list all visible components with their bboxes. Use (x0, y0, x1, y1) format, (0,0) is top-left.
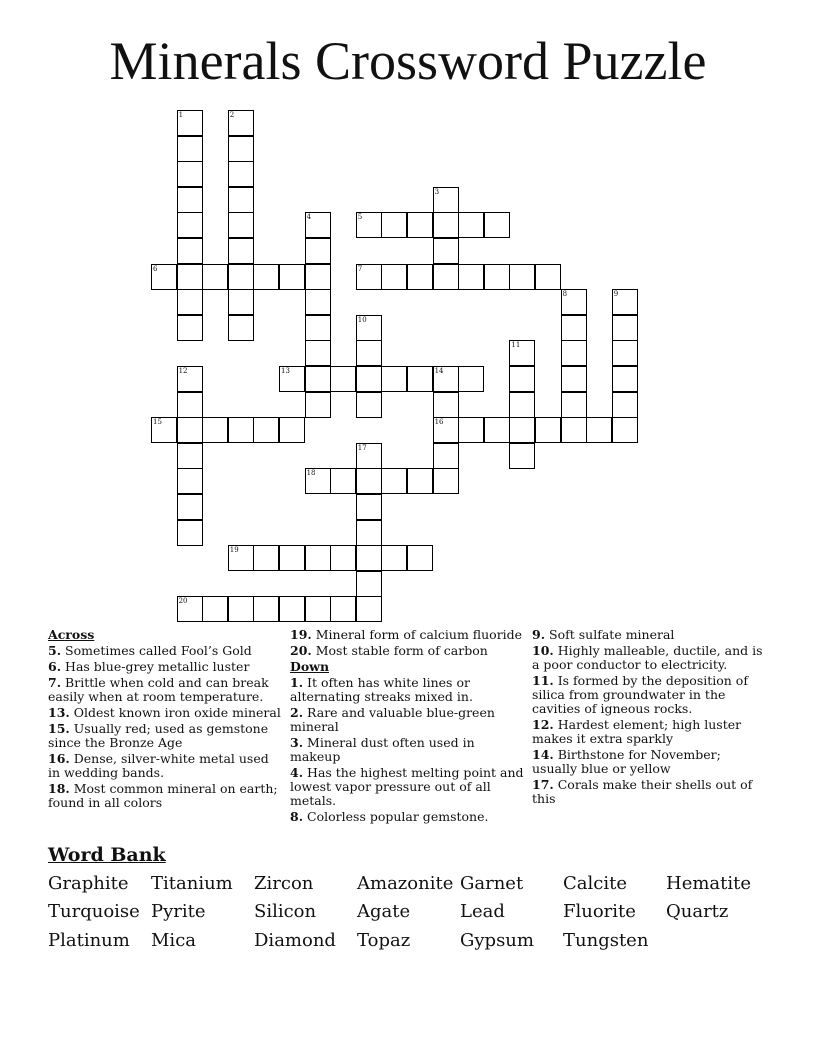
grid-cell[interactable] (612, 315, 638, 341)
grid-cell[interactable] (612, 340, 638, 366)
word-bank-item: Titanium (151, 873, 233, 894)
grid-cell[interactable] (407, 366, 433, 392)
grid-cell[interactable] (561, 392, 587, 418)
grid-number: 8 (562, 290, 568, 299)
clue-down-11: 11. Is formed by the deposition of silica from groundwater in the cavities of igneous rocks. (532, 673, 748, 716)
grid-cell[interactable] (202, 264, 228, 290)
grid-cell[interactable] (177, 110, 203, 136)
word-bank-item: Graphite (48, 873, 129, 894)
grid-number: 17 (357, 443, 367, 452)
clue-down-9: 9. Soft sulfate mineral (532, 627, 675, 642)
grid-cell[interactable] (356, 392, 382, 418)
grid-cell[interactable] (433, 212, 459, 238)
grid-cell[interactable] (279, 417, 305, 443)
grid-number: 4 (306, 213, 312, 222)
grid-cell[interactable] (356, 545, 382, 571)
grid-cell[interactable] (177, 520, 203, 546)
grid-cell[interactable] (279, 596, 305, 622)
grid-cell[interactable] (177, 161, 203, 187)
grid-number: 10 (357, 315, 367, 324)
grid-number: 18 (306, 469, 316, 478)
grid-cell[interactable] (228, 417, 254, 443)
grid-cell[interactable] (612, 289, 638, 315)
grid-cell[interactable] (177, 136, 203, 162)
page-title: Minerals Crossword Puzzle (109, 31, 707, 91)
grid-cell[interactable] (356, 468, 382, 494)
grid-number: 9 (613, 290, 619, 299)
grid-cell[interactable] (433, 468, 459, 494)
grid-cell[interactable] (177, 468, 203, 494)
grid-cell[interactable] (253, 264, 279, 290)
grid-cell[interactable] (177, 417, 203, 443)
grid-cell[interactable] (305, 545, 331, 571)
grid-cell[interactable] (177, 289, 203, 315)
grid-cell[interactable] (177, 187, 203, 213)
grid-cell[interactable] (228, 596, 254, 622)
grid-cell[interactable] (177, 315, 203, 341)
word-bank-item: Quartz (666, 901, 729, 922)
grid-number: 5 (357, 213, 363, 222)
grid-cell[interactable] (509, 417, 535, 443)
grid-cell[interactable] (407, 212, 433, 238)
grid-cell[interactable] (509, 340, 535, 366)
grid-cell[interactable] (330, 596, 356, 622)
grid-number: 20 (178, 597, 188, 606)
grid-cell[interactable] (177, 392, 203, 418)
clue-down-1: 1. It often has white lines or alternating streaks mixed in. (290, 675, 473, 704)
word-bank-item: Turquoise (48, 901, 140, 922)
grid-cell[interactable] (484, 264, 510, 290)
grid-cell[interactable] (228, 136, 254, 162)
grid-cell[interactable] (305, 238, 331, 264)
grid-cell[interactable] (407, 264, 433, 290)
word-bank-item: Hematite (666, 873, 752, 894)
clue-across-13: 13. Oldest known iron oxide mineral (48, 705, 281, 720)
word-bank-item: Agate (357, 901, 411, 922)
grid-cell[interactable] (356, 571, 382, 597)
grid-cell[interactable] (253, 596, 279, 622)
grid-cell[interactable] (407, 468, 433, 494)
grid-cell[interactable] (509, 366, 535, 392)
grid-cell[interactable] (305, 392, 331, 418)
clue-column-2 (290, 628, 526, 826)
grid-cell[interactable] (330, 468, 356, 494)
grid-cell[interactable] (305, 264, 331, 290)
grid-cell[interactable] (561, 340, 587, 366)
grid-number: 15 (153, 418, 162, 427)
grid-cell[interactable] (407, 545, 433, 571)
clue-across-15: 15. Usually red; used as gemstone since the Bronze Age (48, 721, 269, 750)
clue-across-7: 7. Brittle when cold and can break easily when at room temperature. (48, 675, 269, 704)
grid-number: 16 (434, 418, 444, 427)
grid-cell[interactable] (509, 264, 535, 290)
grid-cell[interactable] (561, 289, 587, 315)
grid-cell[interactable] (433, 392, 459, 418)
grid-cell[interactable] (484, 212, 510, 238)
grid-cell[interactable] (356, 212, 382, 238)
grid-cell[interactable] (305, 315, 331, 341)
clue-across-6: 6. Has blue-grey metallic luster (48, 659, 250, 674)
grid-cell[interactable] (228, 187, 254, 213)
grid-number: 1 (178, 111, 184, 119)
grid-cell[interactable] (612, 392, 638, 418)
clue-column-1 (48, 628, 284, 812)
word-bank-item: Platinum (48, 930, 130, 951)
grid-cell[interactable] (305, 596, 331, 622)
grid-cell[interactable] (509, 392, 535, 418)
grid-cell[interactable] (561, 315, 587, 341)
grid-cell[interactable] (484, 417, 510, 443)
grid-cell[interactable] (612, 366, 638, 392)
grid-cell[interactable] (356, 366, 382, 392)
grid-number: 11 (511, 341, 521, 350)
grid-number: 6 (153, 264, 158, 273)
clue-down-12: 12. Hardest element; high luster makes it extra sparkly (532, 717, 742, 746)
grid-cell[interactable] (612, 417, 638, 443)
grid-cell[interactable] (228, 264, 254, 290)
word-bank-item: Pyrite (151, 901, 206, 922)
grid-cell[interactable] (535, 417, 561, 443)
grid-cell[interactable] (356, 443, 382, 469)
grid-cell[interactable] (356, 315, 382, 341)
word-bank-item: Tungsten (563, 930, 649, 951)
grid-number: 7 (357, 264, 363, 273)
grid-cell[interactable] (202, 417, 228, 443)
grid-cell[interactable] (279, 264, 305, 290)
word-bank-item: Lead (460, 901, 505, 922)
grid-number: 13 (281, 367, 290, 375)
grid-cell[interactable] (279, 545, 305, 571)
grid-cell[interactable] (561, 366, 587, 392)
clue-down-4: 4. Has the highest melting point and lowest vapor pressure out of all metals. (290, 765, 524, 808)
grid-cell[interactable] (151, 417, 177, 443)
grid-cell[interactable] (228, 315, 254, 341)
clue-down-17: 17. Corals make their shells out of this (532, 777, 753, 806)
grid-cell[interactable] (253, 417, 279, 443)
grid-cell[interactable] (356, 264, 382, 290)
grid-cell[interactable] (177, 264, 203, 290)
grid-cell[interactable] (356, 520, 382, 546)
grid-cell[interactable] (305, 468, 331, 494)
word-bank-item: Gypsum (460, 930, 534, 951)
grid-cell[interactable] (202, 596, 228, 622)
grid-cell[interactable] (253, 545, 279, 571)
word-bank-title: Word Bank (48, 844, 166, 866)
grid-number: 12 (178, 367, 188, 375)
grid-cell[interactable] (458, 366, 484, 392)
clue-down-8: 8. Colorless popular gemstone. (290, 809, 489, 824)
clue-down-2: 2. Rare and valuable blue-green mineral (290, 705, 495, 734)
grid-cell[interactable] (433, 238, 459, 264)
grid-cell[interactable] (228, 110, 254, 136)
word-bank-item: Topaz (357, 930, 411, 951)
grid-cell[interactable] (177, 596, 203, 622)
grid-cell[interactable] (228, 289, 254, 315)
word-bank-item: Zircon (254, 873, 314, 894)
grid-cell[interactable] (433, 417, 459, 443)
grid-cell[interactable] (381, 366, 407, 392)
clue-down-10: 10. Highly malleable, ductile, and is a poor conductor to electricity. (532, 643, 763, 672)
word-bank-item: Silicon (254, 901, 317, 922)
grid-cell[interactable] (305, 340, 331, 366)
grid-cell[interactable] (381, 264, 407, 290)
clue-down-3: 3. Mineral dust often used in makeup (290, 735, 475, 764)
grid-cell[interactable] (177, 494, 203, 520)
grid-cell[interactable] (228, 545, 254, 571)
grid-number: 3 (434, 187, 440, 196)
grid-cell[interactable] (228, 238, 254, 264)
grid-cell[interactable] (305, 289, 331, 315)
grid-cell[interactable] (305, 366, 331, 392)
word-bank-item: Garnet (460, 873, 524, 894)
grid-cell[interactable] (356, 340, 382, 366)
word-bank-item: Diamond (254, 930, 336, 951)
clue-down-14: 14. Birthstone for November; usually blue or yellow (532, 747, 721, 776)
grid-cell[interactable] (305, 212, 331, 238)
grid-cell[interactable] (433, 366, 459, 392)
clue-across-19: 19. Mineral form of calcium fluoride (290, 627, 523, 642)
grid-cell[interactable] (433, 187, 459, 213)
grid-cell[interactable] (228, 212, 254, 238)
word-bank-item: Amazonite (357, 873, 454, 894)
word-bank-item: Calcite (563, 873, 627, 894)
clue-across-5: 5. Sometimes called Fool’s Gold (48, 643, 252, 658)
word-bank-item: Mica (151, 930, 196, 951)
grid-cell[interactable] (458, 417, 484, 443)
grid-cell[interactable] (177, 212, 203, 238)
grid-cell[interactable] (279, 366, 305, 392)
grid-cell[interactable] (356, 494, 382, 520)
grid-number: 14 (434, 367, 444, 375)
grid-cell[interactable] (381, 212, 407, 238)
grid-cell[interactable] (433, 264, 459, 290)
grid-number: 2 (229, 111, 235, 119)
down-heading: Down (290, 659, 330, 674)
grid-cell[interactable] (177, 366, 203, 392)
grid-cell[interactable] (228, 161, 254, 187)
clue-across-16: 16. Dense, silver-white metal used in wedding bands. (48, 751, 269, 780)
grid-cell[interactable] (509, 443, 535, 469)
grid-cell[interactable] (458, 212, 484, 238)
grid-cell[interactable] (381, 545, 407, 571)
grid-cell[interactable] (177, 238, 203, 264)
grid-cell[interactable] (535, 264, 561, 290)
grid-cell[interactable] (381, 468, 407, 494)
across-heading: Across (48, 627, 95, 642)
clue-column-3 (532, 628, 768, 808)
word-bank-item: Fluorite (563, 901, 636, 922)
grid-cell[interactable] (561, 417, 587, 443)
grid-cell[interactable] (356, 596, 382, 622)
grid-number: 19 (229, 546, 239, 555)
grid-cell[interactable] (586, 417, 612, 443)
grid-cell[interactable] (151, 264, 177, 290)
grid-cell[interactable] (330, 366, 356, 392)
grid-cell[interactable] (177, 443, 203, 469)
grid-cell[interactable] (330, 545, 356, 571)
grid-cell[interactable] (433, 443, 459, 469)
grid-cell[interactable] (458, 264, 484, 290)
clue-across-20: 20. Most stable form of carbon (290, 643, 488, 658)
clue-across-18: 18. Most common mineral on earth; found in all colors (48, 781, 278, 810)
